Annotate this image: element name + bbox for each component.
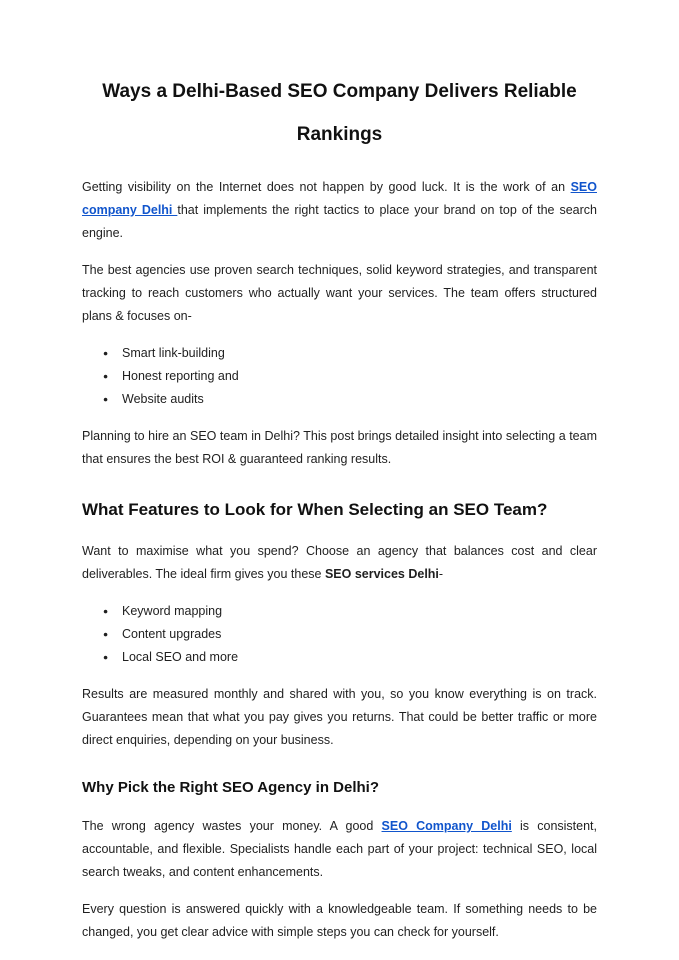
heading-features: What Features to Look for When Selecting an SEO Team? <box>82 500 548 519</box>
paragraph-maximise <box>82 540 597 586</box>
text-run: that implements the right tactics to place your brand on top of the search engine. <box>82 203 597 240</box>
list-item: ● Local SEO and more <box>82 646 597 669</box>
paragraph-every-question: Every question is answered quickly with a knowledgeable team. If something needs to be changed, you get clear advice with simple steps you can check for yourself. <box>82 902 597 939</box>
list-item: ● Smart link-building <box>82 342 597 365</box>
list-item: ● Keyword mapping <box>82 600 597 623</box>
paragraph-results: Results are measured monthly and shared with you, so you know everything is on track. Guarantees mean that what you pay gives you returns. That could be better traffic or more direct enquiries, depending on your business. <box>82 687 597 747</box>
paragraph-planning: Planning to hire an SEO team in Delhi? This post brings detailed insight into selecting a team that ensures the best ROI & guaranteed ranking results. <box>82 429 597 466</box>
paragraph-best-agencies: The best agencies use proven search techniques, solid keyword strategies, and transparent tracking to reach customers who actually want your services. The team offers structured plans & focuses on- <box>82 263 597 323</box>
bold-text: SEO services Delhi <box>324 567 439 581</box>
document-title: Ways a Delhi-Based SEO Company Delivers Reliable Rankings <box>102 81 577 145</box>
list-item: ● Honest reporting and <box>82 365 597 388</box>
paragraph-intro <box>82 176 597 245</box>
bullet-list-services <box>82 600 597 669</box>
text-run: - <box>438 567 444 581</box>
inline-link[interactable]: SEO Company Delhi <box>381 819 512 833</box>
list-item: ● Content upgrades <box>82 623 597 646</box>
inline-link[interactable]: SEO company Delhi <box>82 180 597 217</box>
heading-why-pick: Why Pick the Right SEO Agency in Delhi? <box>82 779 379 796</box>
list-item: ● Website audits <box>82 388 597 411</box>
text-run: is consistent, accountable, and flexible. Specialists handle each part of your project: technical SEO, local search tweaks, and content enhancements. <box>82 819 597 879</box>
text-run: Getting visibility on the Internet does not happen by good luck. It is the work of an <box>82 180 571 194</box>
paragraph-wrong-agency <box>82 815 597 884</box>
text-run: The wrong agency wastes your money. A good <box>82 819 382 833</box>
bullet-list-focus-areas <box>82 342 597 411</box>
text-run: Want to maximise what you spend? Choose an agency that balances cost and clear deliverables. The ideal firm gives you these <box>82 544 597 581</box>
